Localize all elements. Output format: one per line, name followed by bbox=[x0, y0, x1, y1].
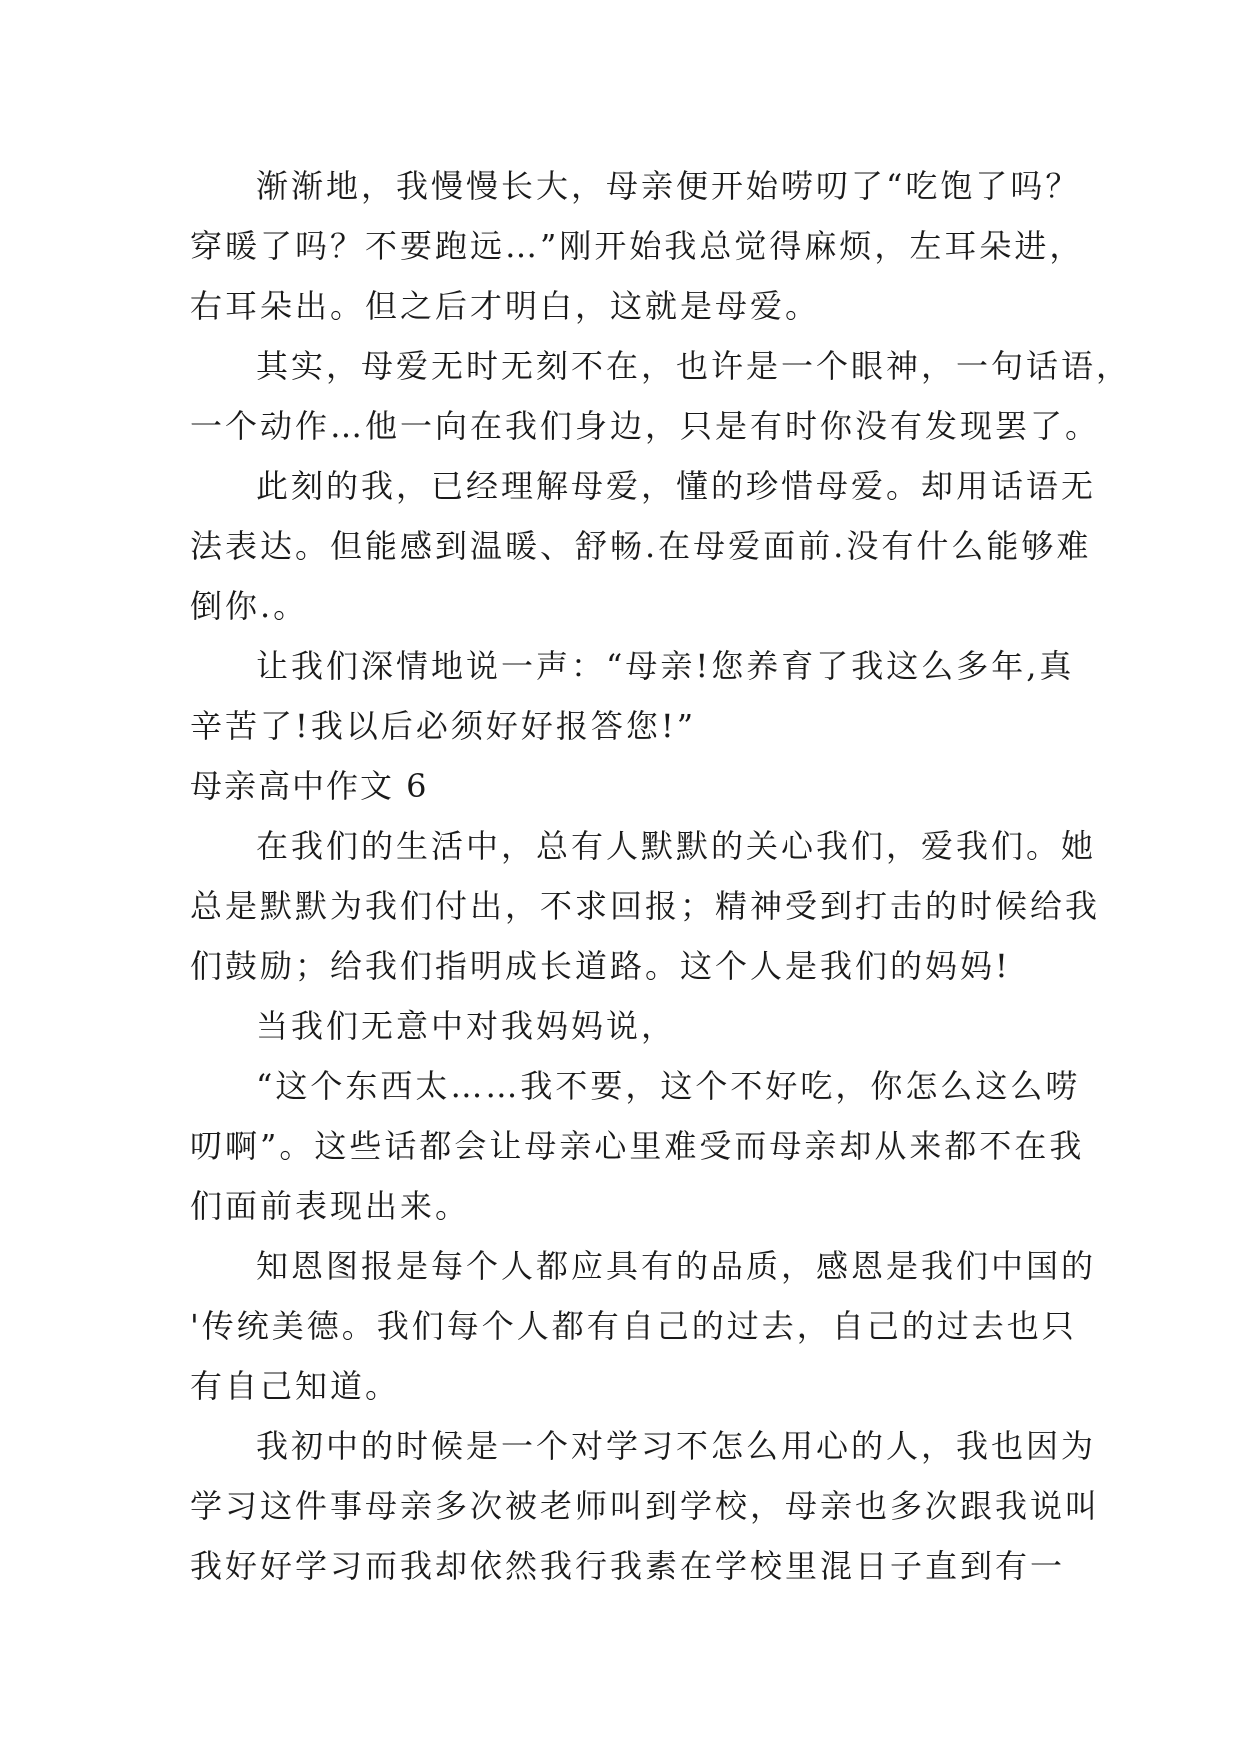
text-line: 让我们深情地说一声：“母亲!您养育了我这么多年,真 bbox=[256, 647, 1075, 685]
text-line: 其实，母爱无时无刻不在，也许是一个眼神，一句话语， bbox=[256, 347, 1132, 385]
text-line: 辛苦了!我以后必须好好报答您!” bbox=[190, 707, 697, 745]
text-line: “这个东西太……我不要，这个不好吃，你怎么这么唠 bbox=[256, 1067, 1081, 1105]
text-line: 总是默默为我们付出，不求回报；精神受到打击的时候给我 bbox=[190, 887, 1101, 925]
text-line: 知恩图报是每个人都应具有的品质，感恩是我们中国的 bbox=[256, 1247, 1097, 1285]
text-line: 此刻的我，已经理解母爱，懂的珍惜母爱。却用话语无 bbox=[256, 467, 1097, 505]
text-line: 学习这件事母亲多次被老师叫到学校，母亲也多次跟我说叫 bbox=[190, 1487, 1101, 1525]
section-heading: 母亲高中作文 6 bbox=[190, 767, 429, 805]
text-line: 当我们无意中对我妈妈说， bbox=[256, 1007, 677, 1045]
text-line: 有自己知道。 bbox=[190, 1367, 401, 1405]
text-line: 法表达。但能感到温暖、舒畅.在母爱面前.没有什么能够难 bbox=[190, 527, 1092, 565]
text-line: 一个动作…他一向在我们身边，只是有时你没有发现罢了。 bbox=[190, 407, 1101, 445]
text-line: 们鼓励；给我们指明成长道路。这个人是我们的妈妈! bbox=[190, 947, 1011, 985]
text-line: 右耳朵出。但之后才明白，这就是母爱。 bbox=[190, 287, 821, 325]
text-line: '传统美德。我们每个人都有自己的过去，自己的过去也只 bbox=[190, 1307, 1077, 1345]
text-line: 在我们的生活中，总有人默默的关心我们，爱我们。她 bbox=[256, 827, 1097, 865]
text-line: 倒你.。 bbox=[190, 587, 309, 625]
text-line: 我初中的时候是一个对学习不怎么用心的人，我也因为 bbox=[256, 1427, 1097, 1465]
text-line: 叨啊”。这些话都会让母亲心里难受而母亲却从来都不在我 bbox=[190, 1127, 1085, 1165]
text-line: 我好好学习而我却依然我行我素在学校里混日子直到有一 bbox=[190, 1547, 1066, 1585]
text-line: 们面前表现出来。 bbox=[190, 1187, 471, 1225]
text-line: 渐渐地，我慢慢长大，母亲便开始唠叨了“吃饱了吗？ bbox=[256, 167, 1081, 205]
text-line: 穿暖了吗？不要跑远…”刚开始我总觉得麻烦，左耳朵进， bbox=[190, 227, 1085, 265]
